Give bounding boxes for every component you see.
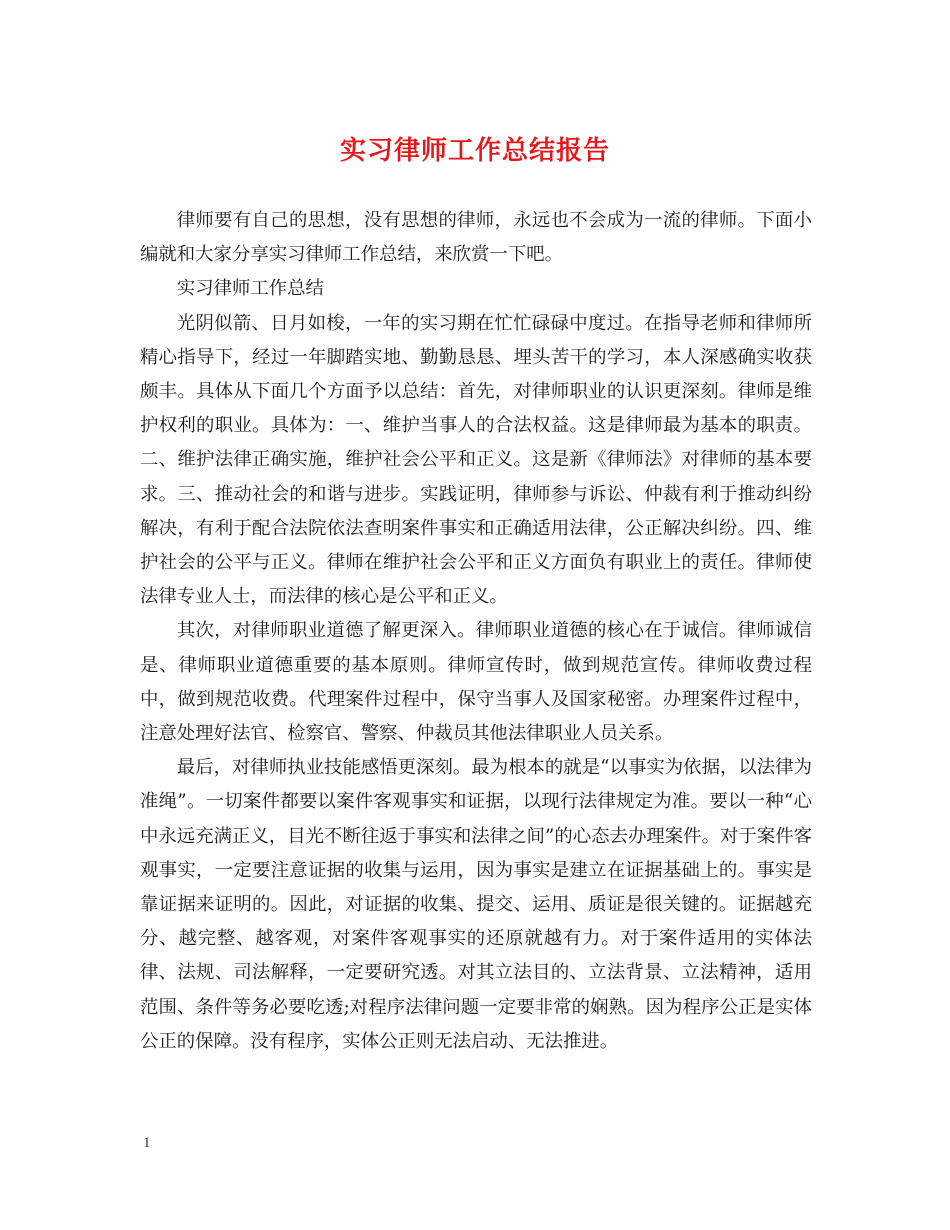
document-body xyxy=(140,204,812,1059)
document-title: 实习律师工作总结报告 xyxy=(339,136,610,166)
paragraph-intro: 律师要有自己的思想，没有思想的律师，永远也不会成为一流的律师。下面小编就和大家分享实习律师工作总结，来欣赏一下吧。 xyxy=(140,210,812,266)
paragraph-first: 光阴似箭、日月如梭，一年的实习期在忙忙碌碌中度过。在指导老师和律师所精心指导下，经过一年脚踏实地、勤勤恳恳、埋头苦干的学习，本人深感确实收获颇丰。具体从下面几个方面予以总结：首先，对律师职业的认识更深刻。律师是维护权利的职业。具体为：一、维护当事人的合法权益。这是律师最为基本的职责。二、维护法律正确实施，维护社会公平和正义。这是新《律师法》对律师的基本要求。三、推动社会的和谐与进步。实践证明，律师参与诉讼、仲裁有利于推动纠纷解决，有利于配合法院依法查明案件事实和正确适用法律，公正解决纠纷。四、维护社会的公平与正义。律师在维护社会公平和正义方面负有职业上的责任。律师使法律专业人士，而法律的核心是公平和正义。 xyxy=(140,312,812,608)
paragraph-second: 其次，对律师职业道德了解更深入。律师职业道德的核心在于诚信。律师诚信是、律师职业道德重要的基本原则。律师宣传时，做到规范宣传。律师收费过程中，做到规范收费。代理案件过程中，保守当事人及国家秘密。办理案件过程中，注意处理好法官、检察官、警察、仲裁员其他法律职业人员关系。 xyxy=(140,620,812,745)
paragraph-third: 最后，对律师执业技能感悟更深刻。最为根本的就是“以事实为依据，以法律为准绳”。一切案件都要以案件客观事实和证据，以现行法律规定为准。要以一种“心中永远充满正义，目光不断往返于事实和法律之间”的心态去办理案件。对于案件客观事实，一定要注意证据的收集与运用，因为事实是建立在证据基础上的。事实是靠证据来证明的。因此，对证据的收集、提交、运用、质证是很关键的。证据越充分、越完整、越客观，对案件客观事实的还原就越有力。对于案件适用的实体法律、法规、司法解释，一定要研究透。对其立法目的、立法背景、立法精神，适用范围、条件等务必要吃透;对程序法律问题一定要非常的娴熟。因为程序公正是实体公正的保障。没有程序，实体公正则无法启动、无法推进。 xyxy=(140,757,812,1052)
paragraph-subheading: 实习律师工作总结 xyxy=(176,278,324,300)
page-number: 1 xyxy=(143,1135,151,1151)
